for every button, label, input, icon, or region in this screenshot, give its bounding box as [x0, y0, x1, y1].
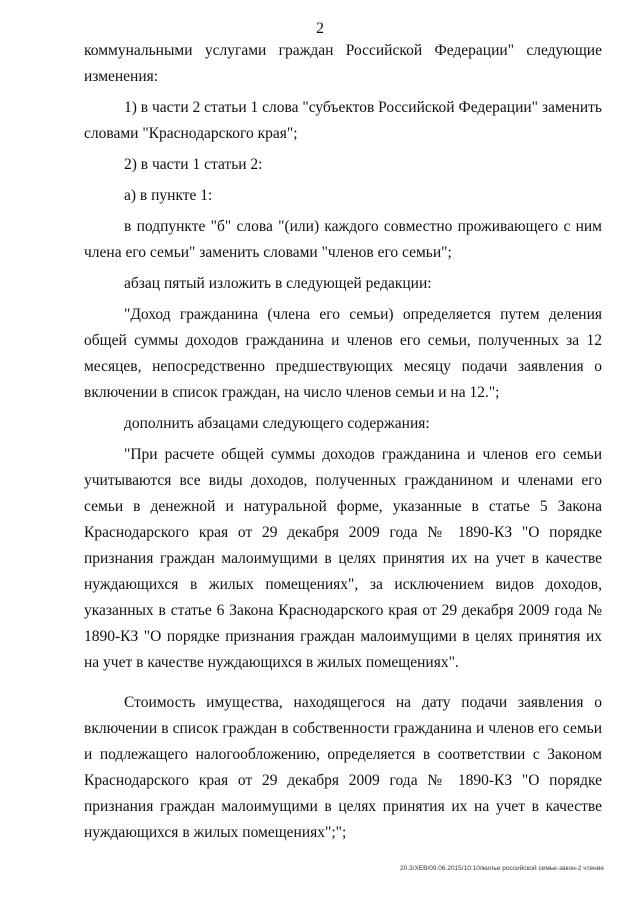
paragraph-property-value: Стоимость имущества, находящегося на дату подачи заявления о включении в список граждан в собственности гражданина и членов его семьи и подлежащего налогообложению, определяется в соответствии с Законом Краснодарского края от 29 декабря 2009 года № 1890-КЗ "О порядке признания граждан малоимущими в целях принятия их на учет в качестве нуждающихся в жилых помещениях";"; [84, 694, 602, 841]
paragraph-item-2: 2) в части 1 статьи 2: [124, 156, 263, 173]
paragraph-continuation: коммунальными услугами граждан Российской Федерации" следующие изменения: [84, 42, 602, 85]
paragraph-income-calculation: "При расчете общей суммы доходов гражданина и членов его семьи учитываются все виды доходов, полученных гражданином и членами его семьи в денежной и натуральной форме, указанные в статье 5 Закона Краснодарского края от 29 декабря 2009 года № 1890-КЗ "О порядке признания граждан малоимущими в целях принятия их на учет в качестве нуждающихся в жилых помещениях", за исключением видов доходов, указанных в статье 6 Закона Краснодарского края от 29 декабря 2009 года № 1890-КЗ "О порядке признания граждан малоимущими в целях принятия их на учет в качестве нуждающихся в жилых помещениях". [84, 446, 602, 671]
paragraph-income-definition: "Доход гражданина (члена его семьи) определяется путем деления общей суммы доходов гражданина и членов его семьи, полученных за 12 месяцев, непосредственно предшествующих месяцу подачи заявления о включении в список граждан, на число членов семьи и на 12."; [84, 306, 602, 401]
page-number: 2 [316, 20, 324, 37]
paragraph-subparagraph-b: в подпункте "б" слова "(или) каждого совместно проживающего с ним члена его семьи" заменить словами "членов его семьи"; [84, 218, 602, 261]
document-body [84, 38, 602, 851]
footer-file-reference: 20.3/ХЕВ/09.06.2015/10:10/жилье российской семье-закон-2 чтение [399, 865, 604, 872]
paragraph-item-1: 1) в части 2 статьи 1 слова "субъектов Российской Федерации" заменить словами "Краснодарского края"; [84, 99, 602, 142]
paragraph-supplement-intro: дополнить абзацами следующего содержания: [124, 415, 430, 432]
paragraph-subitem-a: а) в пункте 1: [124, 187, 213, 204]
paragraph-abzac-five: абзац пятый изложить в следующей редакции: [124, 275, 432, 292]
